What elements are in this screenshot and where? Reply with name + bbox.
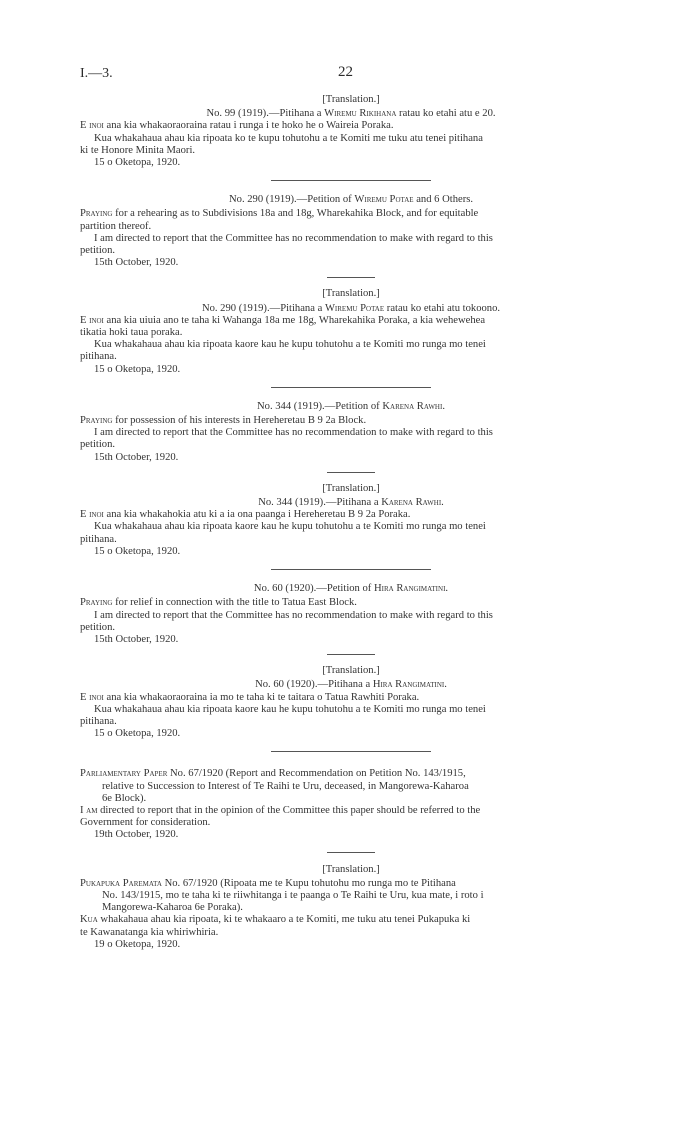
report-date: 15 o Oketopa, 1920.: [94, 157, 181, 169]
paper-title: 6e Block).: [102, 792, 147, 804]
petition-title: No. 290 (1919).—Pitihana a Wiremu Potae ratau ko etahi atu tokoono.: [201, 302, 501, 314]
paper-title: No. 143/1915, mo te taha ki te riiwhitanga i te paanga o Te Raihi te Uru, kua mate, i roto i: [102, 889, 484, 901]
committee-report: Kua whakahaua ahau kia ripoata, ki te whakaaro a te Komiti, me tuku atu tenei Pukapuka ki: [80, 914, 471, 926]
committee-report: Kua whakahaua ahau kia ripoata kaore kau he kupu tohutohu a te Komiti mo runga mo tenei: [94, 521, 486, 533]
report-date: 15 o Oketopa, 1920.: [94, 728, 181, 740]
petition-prayer: tikatia hoki taua poraka.: [80, 327, 183, 339]
committee-report: I am directed to report that the Committee has no recommendation to make with regard to this: [94, 232, 493, 244]
committee-report: ki te Honore Minita Maori.: [80, 144, 196, 156]
report-date: 19 o Oketopa, 1920.: [94, 938, 181, 950]
committee-report: pitihana.: [80, 715, 117, 727]
petition-block: [80, 401, 622, 464]
section-divider: [327, 472, 375, 473]
committee-report: Kua whakahaua ahau kia ripoata ko te kupu tohutohu a te Komiti me tuku atu tenei pitihana: [94, 132, 483, 144]
translation-label: [Translation.]: [322, 863, 380, 875]
section-divider: [271, 751, 431, 752]
section-divider: [327, 654, 375, 655]
committee-report: I am directed to report that in the opinion of the Committee this paper should be referred to the: [80, 804, 481, 816]
section-divider: [271, 387, 431, 388]
section-divider: [271, 569, 431, 570]
paper-title: Mangorewa-Kaharoa 6e Poraka).: [102, 902, 243, 914]
report-date: 15th October, 1920.: [94, 633, 179, 645]
paper-title: Pukapuka Paremata No. 67/1920 (Ripoata me te Kupu tohutohu mo runga mo te Pitihana: [80, 877, 456, 889]
petition-block: [80, 194, 622, 269]
petition-title: No. 60 (1920).—Petition of Hira Rangimatini.: [253, 583, 449, 595]
translation-label: [Translation.]: [322, 482, 380, 494]
paper-title: Parliamentary Paper No. 67/1920 (Report and Recommendation on Petition No. 143/1915,: [80, 768, 466, 780]
translation-label: [Translation.]: [322, 288, 380, 300]
committee-report: pitihana.: [80, 533, 117, 545]
section-divider: [271, 180, 431, 181]
committee-report: Government for consideration.: [80, 817, 211, 829]
petition-prayer: E inoi ana kia whakaoraoraina ia mo te taha ki te taitara o Tatua Rawhiti Poraka.: [80, 691, 420, 703]
petition-block: [80, 483, 622, 558]
petition-title: No. 290 (1919).—Petition of Wiremu Potae and 6 Others.: [229, 194, 473, 206]
committee-report: Kua whakahaua ahau kia ripoata kaore kau he kupu tohutohu a te Komiti mo runga mo tenei: [94, 703, 486, 715]
petition-prayer: E inoi ana kia whakahokia atu ki a ia ona paanga i Hereheretau B 9 2a Poraka.: [80, 509, 411, 521]
petition-title: No. 344 (1919).—Petition of Karena Rawhi.: [257, 400, 445, 412]
report-date: 15 o Oketopa, 1920.: [94, 363, 181, 375]
petition-title: No. 60 (1920).—Pitihana a Hira Rangimatini.: [255, 679, 447, 691]
committee-report: Kua whakahaua ahau kia ripoata kaore kau he kupu tohutohu a te Komiti mo runga mo tenei: [94, 339, 486, 351]
petition-prayer: E inoi ana kia whakaoraoraina ratau i runga i te hoko he o Waireia Poraka.: [80, 120, 394, 132]
committee-report: pitihana.: [80, 351, 117, 363]
petition-block: [80, 94, 622, 169]
committee-report: petition.: [80, 439, 116, 451]
report-date: 15 o Oketopa, 1920.: [94, 545, 181, 557]
translation-label: [Translation.]: [322, 94, 380, 105]
petition-title: No. 344 (1919).—Pitihana a Karena Rawhi.: [258, 497, 444, 509]
committee-report: petition.: [80, 621, 116, 633]
translation-label: [Translation.]: [322, 665, 380, 677]
committee-report: I am directed to report that the Committee has no recommendation to make with regard to this: [94, 427, 493, 439]
committee-report: te Kawanatanga kia whiriwhiria.: [80, 926, 219, 938]
petition-title: No. 99 (1919).—Pitihana a Wiremu Rikihana ratau ko etahi atu e 20.: [206, 108, 496, 120]
committee-report: I am directed to report that the Committee has no recommendation to make with regard to this: [94, 609, 493, 621]
section-divider: [327, 852, 375, 853]
committee-report: petition.: [80, 245, 116, 257]
section-divider: [327, 277, 375, 278]
petition-prayer: Praying for possession of his interests in Hereheretau B 9 2a Block.: [80, 415, 367, 427]
petition-block: [80, 583, 622, 646]
parliamentary-paper-block: [80, 768, 622, 841]
report-date: 15th October, 1920.: [94, 257, 179, 269]
petition-block: [80, 665, 622, 740]
paper-title: relative to Succession to Interest of Te Raihi te Uru, deceased, in Mangorewa-Kaharoa: [102, 780, 469, 792]
document-body: [80, 94, 622, 951]
report-date: 19th October, 1920.: [94, 829, 179, 841]
page-number: 22: [338, 64, 353, 80]
petition-prayer: Praying for a rehearing as to Subdivisions 18a and 18g, Wharekahika Block, and for equitable: [80, 208, 479, 220]
petition-prayer: E inoi ana kia uiuia ano te taha ki Wahanga 18a me 18g, Wharekahika Poraka, a kia wehewehea: [80, 314, 486, 326]
petition-prayer: partition thereof.: [80, 220, 152, 232]
petition-prayer: Praying for relief in connection with the title to Tatua East Block.: [80, 597, 357, 609]
parliamentary-paper-translation-block: [80, 864, 622, 951]
report-date: 15th October, 1920.: [94, 451, 179, 463]
petition-block: [80, 288, 622, 375]
paper-series: I.—3.: [80, 66, 113, 81]
